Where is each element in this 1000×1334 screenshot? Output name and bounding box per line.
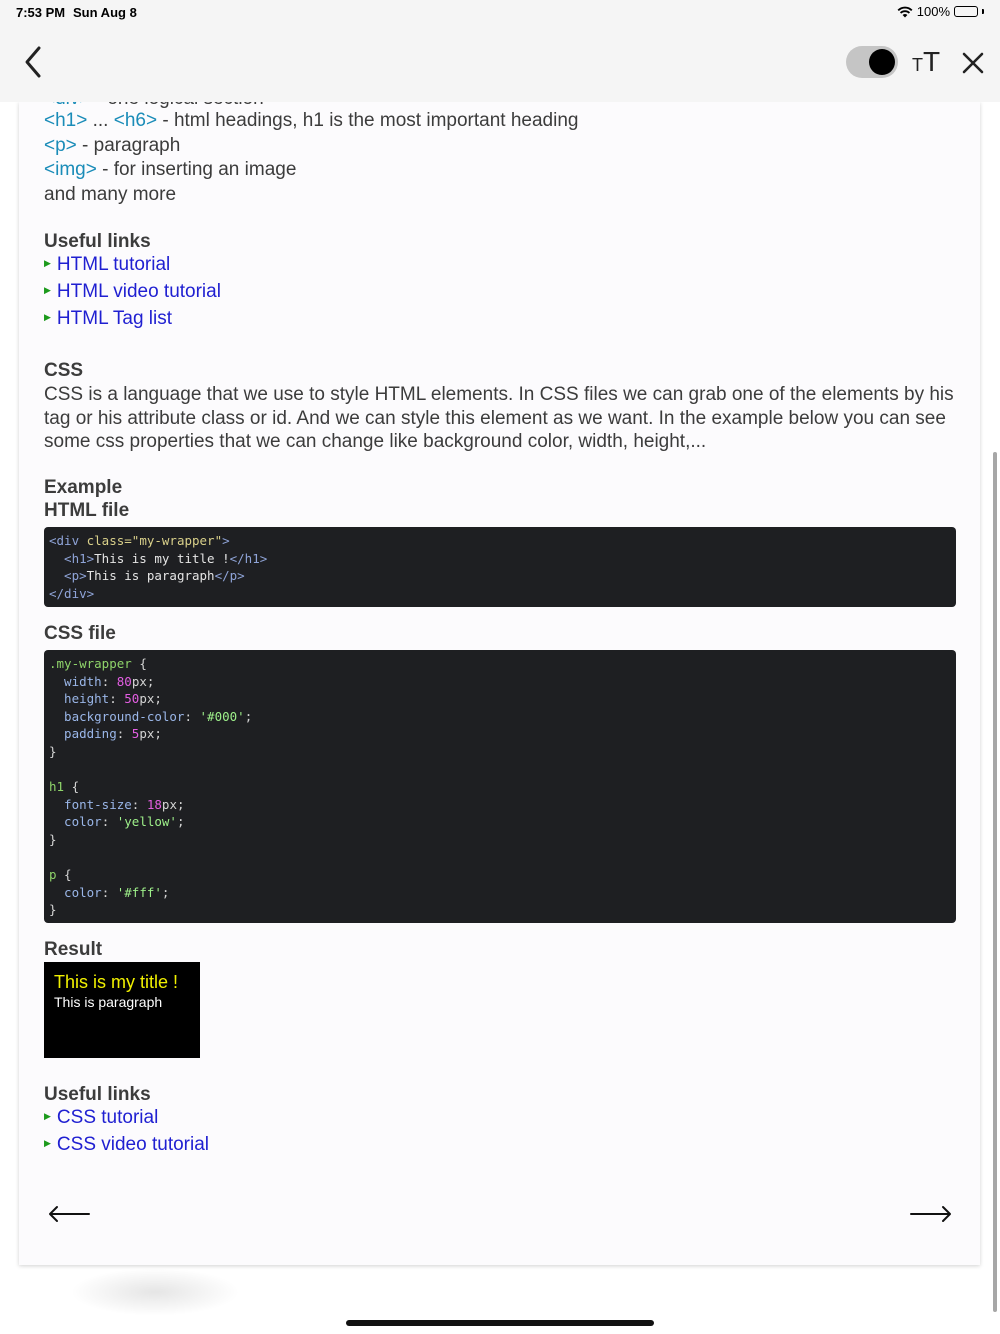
tag-h1: <h1> bbox=[44, 110, 88, 131]
bullet-icon: ▶ bbox=[44, 1110, 51, 1121]
result-title: This is my title ! bbox=[54, 972, 179, 992]
bullet-icon: ▶ bbox=[44, 257, 51, 268]
css-file-heading: CSS file bbox=[44, 623, 116, 644]
arrow-left-icon bbox=[47, 1202, 91, 1226]
close-button[interactable] bbox=[960, 50, 986, 76]
result-preview bbox=[44, 962, 200, 1058]
battery-cap bbox=[982, 9, 984, 14]
tag-p: <p> bbox=[44, 135, 77, 156]
battery-percent: 100% bbox=[916, 4, 950, 19]
bullet-icon: ▶ bbox=[44, 1137, 51, 1148]
html-video-tutorial-link[interactable]: HTML video tutorial bbox=[56, 281, 221, 302]
css-link-item bbox=[44, 1107, 158, 1129]
css-link-item bbox=[44, 1134, 209, 1156]
example-heading: Example bbox=[44, 477, 123, 498]
html-tutorial-link[interactable]: HTML tutorial bbox=[56, 254, 171, 275]
headings-tag-text: - html headings, h1 is the most important heading bbox=[157, 110, 579, 131]
bullet-icon: ▶ bbox=[44, 311, 51, 322]
chevron-left-icon bbox=[20, 44, 50, 80]
html-link-item bbox=[44, 254, 170, 276]
close-icon bbox=[960, 50, 986, 76]
result-paragraph: This is paragraph bbox=[54, 994, 163, 1010]
status-bar bbox=[0, 0, 1000, 24]
status-date: Sun Aug 8 bbox=[73, 5, 137, 20]
home-indicator[interactable] bbox=[346, 1320, 654, 1326]
html-link-item bbox=[44, 308, 172, 330]
wifi-icon bbox=[897, 6, 913, 18]
html-link-item bbox=[44, 281, 221, 303]
css-code-block: .my-wrapper { width: 80px; height: 50px; background-color: '#000'; padding: 5px; } h1 { font-size: 18px; color: 'yellow'; } p { color: '#fff'; } bbox=[44, 650, 956, 923]
css-heading: CSS bbox=[44, 360, 84, 381]
paragraph-tag-text: - paragraph bbox=[76, 135, 181, 156]
paragraph-tag-line bbox=[44, 135, 180, 157]
battery-icon bbox=[954, 6, 978, 17]
css-tutorial-link[interactable]: CSS tutorial bbox=[56, 1107, 159, 1128]
bullet-icon: ▶ bbox=[44, 284, 51, 295]
nav-bar bbox=[0, 24, 1000, 102]
back-button[interactable] bbox=[20, 44, 50, 80]
decorative-shadow bbox=[70, 1268, 240, 1316]
headings-tag-line bbox=[44, 110, 578, 132]
content-card bbox=[19, 102, 980, 1265]
toggle-knob bbox=[869, 49, 895, 75]
dark-mode-toggle[interactable] bbox=[846, 46, 898, 78]
css-video-tutorial-link[interactable]: CSS video tutorial bbox=[56, 1134, 209, 1155]
img-tag-text: - for inserting an image bbox=[96, 159, 297, 180]
status-time: 7:53 PM bbox=[16, 5, 66, 20]
previous-page-button[interactable] bbox=[47, 1202, 91, 1226]
arrow-right-icon bbox=[909, 1202, 953, 1226]
text-size-icon-big: T bbox=[923, 46, 941, 77]
scroll-indicator[interactable] bbox=[993, 452, 997, 1312]
status-right bbox=[897, 4, 984, 19]
tag-img: <img> bbox=[44, 159, 97, 180]
html-file-heading: HTML file bbox=[44, 500, 130, 521]
html-code-block: <div class="my-wrapper"> <h1>This is my title !</h1> <p>This is paragraph</p> </div> bbox=[44, 527, 956, 607]
tag-h6: <h6> bbox=[113, 110, 158, 131]
img-tag-line bbox=[44, 159, 296, 181]
html-tag-list-link[interactable]: HTML Tag list bbox=[56, 308, 173, 329]
text-size-icon-small: T bbox=[912, 55, 923, 75]
css-useful-links-heading: Useful links bbox=[44, 1084, 151, 1105]
css-paragraph: CSS is a language that we use to style HTML elements. In CSS files we can grab one of the elements by his tag or his attribute class or id. And we can style this element as we want. In the example below you can see some css properties that we can change like background color, width, height,... bbox=[44, 384, 954, 452]
html-useful-links-heading: Useful links bbox=[44, 231, 151, 252]
text-size-button[interactable] bbox=[912, 46, 946, 76]
result-heading: Result bbox=[44, 939, 103, 960]
next-page-button[interactable] bbox=[909, 1202, 953, 1226]
ellipsis-text: ... bbox=[87, 110, 114, 131]
more-tags-text: and many more bbox=[44, 184, 177, 205]
